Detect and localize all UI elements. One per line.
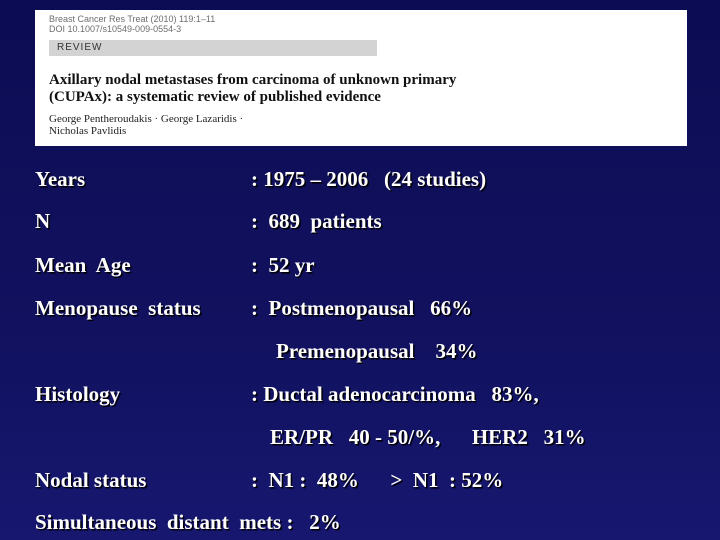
- histology-label: Histology: [35, 382, 121, 406]
- histology-value: : Ductal adenocarcinoma 83%,: [251, 382, 539, 406]
- menopause-postmenopausal-value: : Postmenopausal 66%: [251, 296, 473, 320]
- nodal-status-label: Nodal status: [35, 468, 147, 492]
- paper-authors: George Pentheroudakis · George Lazaridis · Nicholas Pavlidis: [49, 113, 244, 137]
- review-banner: [49, 40, 377, 56]
- n-label: N: [35, 209, 51, 233]
- simultaneous-mets-line: Simultaneous distant mets : 2%: [35, 510, 341, 534]
- review-label: REVIEW: [57, 42, 103, 53]
- paper-title: Axillary nodal metastases from carcinoma of unknown primary (CUPAx): a systematic review of published evidence: [49, 72, 457, 105]
- nodal-status-value: : N1 : 48% > N1 : 52%: [251, 468, 504, 492]
- paper-header-image: [35, 10, 687, 146]
- years-label: Years: [35, 167, 86, 191]
- menopause-label: Menopause status: [35, 296, 201, 320]
- n-value: : 689 patients: [251, 209, 382, 233]
- years-value: : 1975 – 2006 (24 studies): [251, 167, 487, 191]
- mean-age-label: Mean Age: [35, 253, 131, 277]
- menopause-premenopausal-value: Premenopausal 34%: [276, 339, 478, 363]
- histology-receptor-value: ER/PR 40 - 50/%, HER2 31%: [270, 425, 586, 449]
- journal-reference: Breast Cancer Res Treat (2010) 119:1–11 DOI 10.1007/s10549-009-0554-3: [49, 14, 216, 34]
- mean-age-value: : 52 yr: [251, 253, 315, 277]
